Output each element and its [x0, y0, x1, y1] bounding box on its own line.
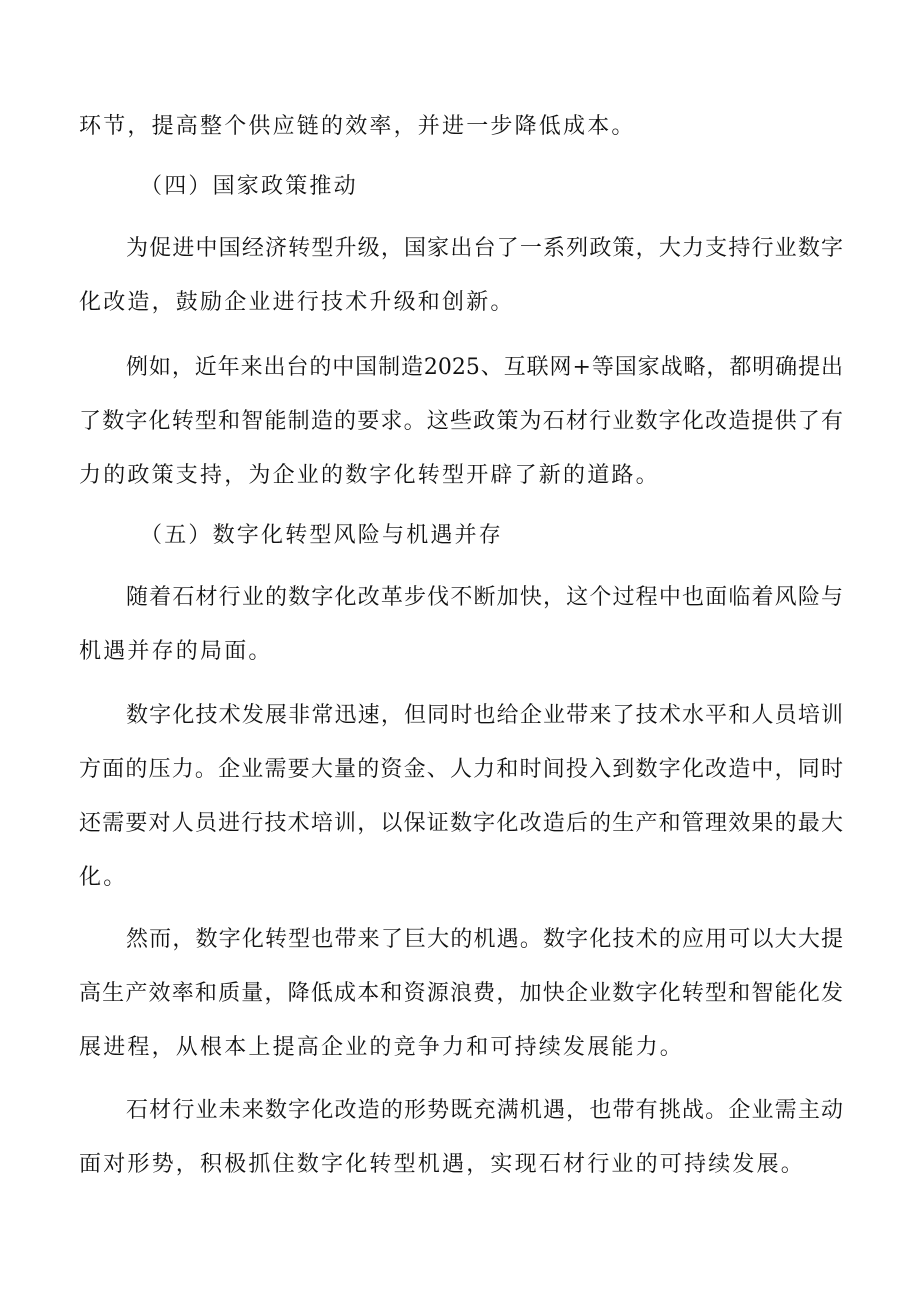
paragraph-line: 机遇并存的局面。 — [79, 639, 273, 664]
paragraph-line: 环节，提高整个供应链的效率，并进一步降低成本。 — [79, 114, 636, 139]
paragraph-line: 还需要对人员进行技术培训，以保证数字化改造后的生产和管理效果的最大 — [79, 811, 843, 836]
paragraph-line: 化。 — [79, 865, 128, 890]
paragraph-line: 了数字化转型和智能制造的要求。这些政策为石材行业数字化改造提供了有 — [79, 409, 843, 434]
paragraph-line: 展进程，从根本上提高企业的竞争力和可持续发展能力。 — [79, 1035, 685, 1060]
paragraph-line: 方面的压力。企业需要大量的资金、人力和时间投入到数字化改造中，同时 — [79, 757, 843, 782]
paragraph-line: 面对形势，积极抓住数字化转型机遇，实现石材行业的可持续发展。 — [79, 1152, 806, 1177]
paragraph-line: 随着石材行业的数字化改革步伐不断加快，这个过程中也面临着风险与 — [126, 585, 843, 610]
paragraph-line: 石材行业未来数字化改造的形势既充满机遇，也带有挑战。企业需主动 — [126, 1098, 843, 1123]
paragraph-line: 为促进中国经济转型升级，国家出台了一系列政策，大力支持行业数字 — [126, 236, 843, 261]
paragraph-line: 化改造，鼓励企业进行技术升级和创新。 — [79, 290, 515, 315]
section-heading: （四）国家政策推动 — [140, 174, 358, 199]
section-heading: （五）数字化转型风险与机遇并存 — [140, 523, 504, 548]
paragraph-line: 然而，数字化转型也带来了巨大的机遇。数字化技术的应用可以大大提 — [126, 927, 843, 952]
paragraph-line: 例如，近年来出台的中国制造2025、互联网+等国家战略，都明确提出 — [126, 355, 843, 380]
paragraph-line: 高生产效率和质量，降低成本和资源浪费，加快企业数字化转型和智能化发 — [79, 981, 843, 1006]
paragraph-line: 力的政策支持，为企业的数字化转型开辟了新的道路。 — [79, 463, 660, 488]
paragraph-line: 数字化技术发展非常迅速，但同时也给企业带来了技术水平和人员培训 — [126, 703, 843, 728]
